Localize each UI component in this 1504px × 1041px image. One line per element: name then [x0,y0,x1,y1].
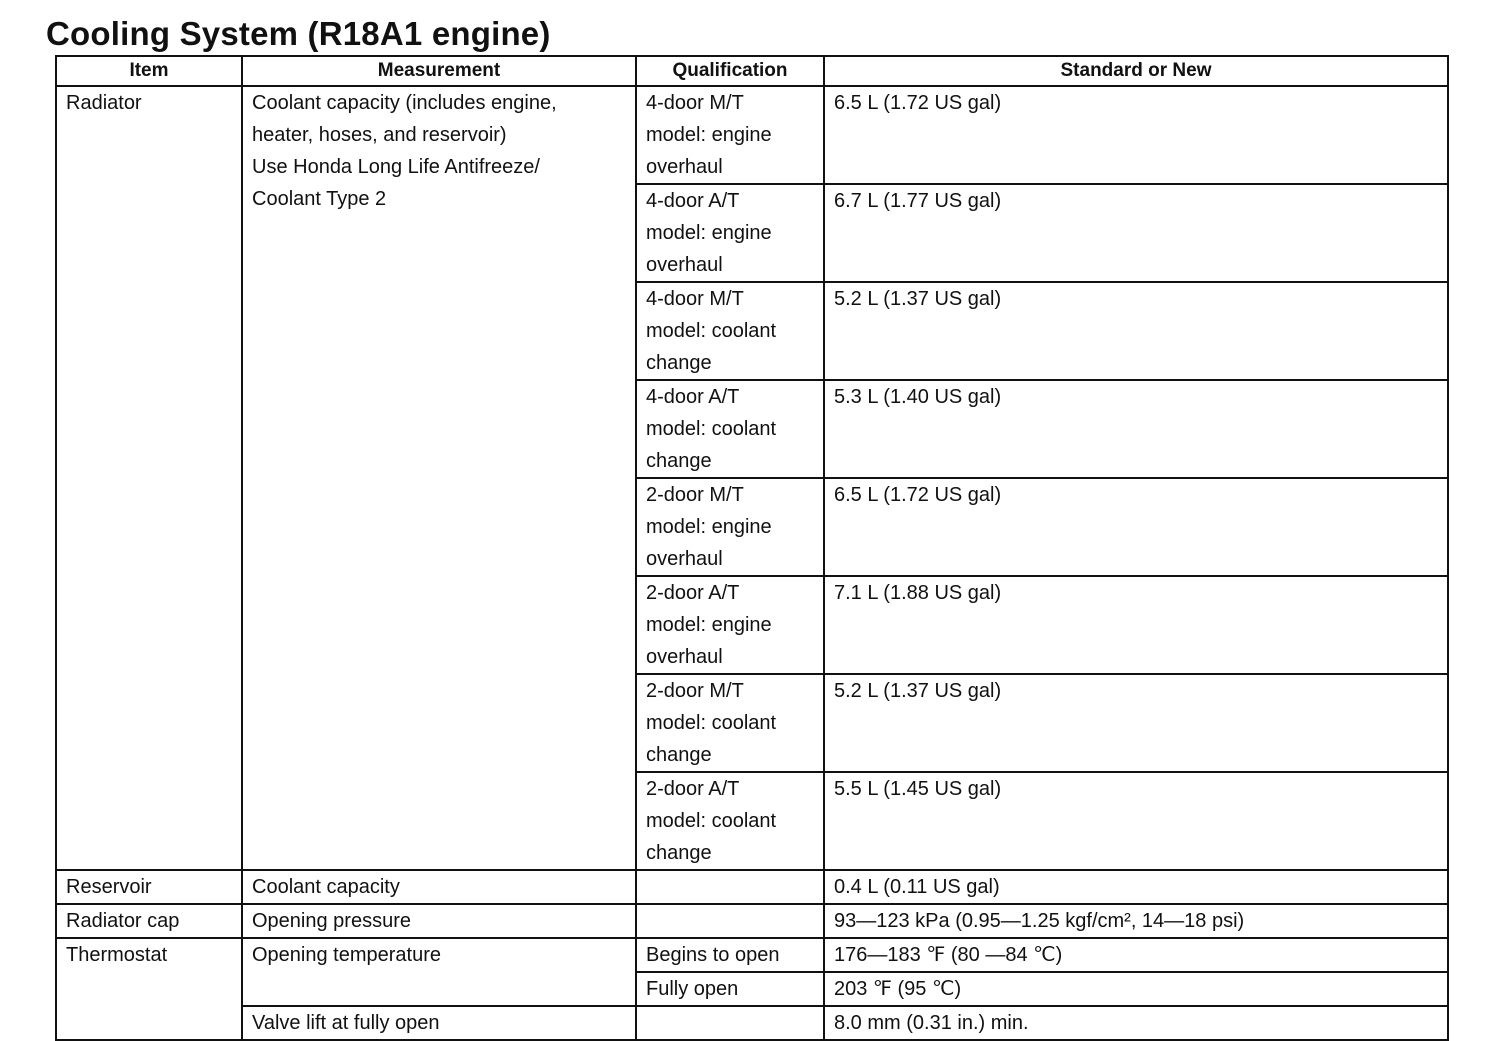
qualification-cell [636,184,824,282]
standard-value: 7.1 L (1.88 US gal) [824,576,1448,674]
qual-line: model: coolant [646,418,777,440]
qualification-cell [636,86,824,184]
thermostat-item: Thermostat [56,938,242,1040]
radiator-cap-item: Radiator cap [56,904,242,938]
qual-line: change [646,842,712,864]
qual-line: model: coolant [646,320,777,342]
qual-line: change [646,352,712,374]
radiator-measurement [242,86,636,870]
reservoir-item: Reservoir [56,870,242,904]
standard-value: 5.2 L (1.37 US gal) [824,674,1448,772]
thermostat-begins-value: 176—183 ℉ (80 —84 ℃) [824,938,1448,972]
qualification-cell [636,478,824,576]
standard-value: 5.2 L (1.37 US gal) [824,282,1448,380]
measurement-line: Coolant Type 2 [252,188,387,210]
qual-line: model: engine [646,614,772,636]
thermostat-measurement: Opening temperature [242,938,636,1006]
qual-line: model: engine [646,222,772,244]
standard-value: 6.5 L (1.72 US gal) [824,478,1448,576]
qualification-cell [636,674,824,772]
header-qualification: Qualification [636,56,824,86]
table-row [56,1006,1448,1040]
radiator-item: Radiator [56,86,242,870]
qual-line: 2-door A/T [646,778,740,800]
qualification-cell [636,772,824,870]
measurement-line: heater, hoses, and reservoir) [252,124,507,146]
qual-line: change [646,744,712,766]
header-standard: Standard or New [824,56,1448,86]
qual-line: 4-door A/T [646,386,740,408]
table-row [56,86,1448,184]
standard-value: 6.7 L (1.77 US gal) [824,184,1448,282]
reservoir-measurement: Coolant capacity [242,870,636,904]
header-row [56,56,1448,86]
header-measurement: Measurement [242,56,636,86]
qual-line: model: engine [646,516,772,538]
radiator-cap-qualification [636,904,824,938]
reservoir-value: 0.4 L (0.11 US gal) [824,870,1448,904]
radiator-cap-measurement: Opening pressure [242,904,636,938]
qual-line: 4-door A/T [646,190,740,212]
qual-line: overhaul [646,646,723,668]
reservoir-qualification [636,870,824,904]
thermostat-fully-qualification: Fully open [636,972,824,1006]
page-title: Cooling System (R18A1 engine) [46,15,551,52]
qual-line: 2-door M/T [646,680,744,702]
valve-lift-value: 8.0 mm (0.31 in.) min. [824,1006,1448,1040]
standard-value: 5.5 L (1.45 US gal) [824,772,1448,870]
qual-line: 2-door A/T [646,582,740,604]
valve-lift-measurement: Valve lift at fully open [242,1006,636,1040]
qual-line: 2-door M/T [646,484,744,506]
qual-line: overhaul [646,254,723,276]
qual-line: overhaul [646,548,723,570]
qual-line: 4-door M/T [646,288,744,310]
qual-line: 4-door M/T [646,92,744,114]
table-row [56,938,1448,972]
measurement-line: Coolant capacity (includes engine, [252,92,557,114]
qualification-cell [636,380,824,478]
qual-line: change [646,450,712,472]
table-row [56,904,1448,938]
cooling-spec-table [55,55,1449,1041]
thermostat-begins-qualification: Begins to open [636,938,824,972]
header-item: Item [56,56,242,86]
qual-line: model: coolant [646,810,777,832]
thermostat-fully-value: 203 ℉ (95 ℃) [824,972,1448,1006]
standard-value: 6.5 L (1.72 US gal) [824,86,1448,184]
qual-line: overhaul [646,156,723,178]
qualification-cell [636,282,824,380]
qual-line: model: engine [646,124,772,146]
qual-line: model: coolant [646,712,777,734]
valve-lift-qualification [636,1006,824,1040]
radiator-cap-value: 93—123 kPa (0.95—1.25 kgf/cm², 14—18 psi) [824,904,1448,938]
standard-value: 5.3 L (1.40 US gal) [824,380,1448,478]
qualification-cell [636,576,824,674]
table-row [56,870,1448,904]
measurement-line: Use Honda Long Life Antifreeze/ [252,156,540,178]
